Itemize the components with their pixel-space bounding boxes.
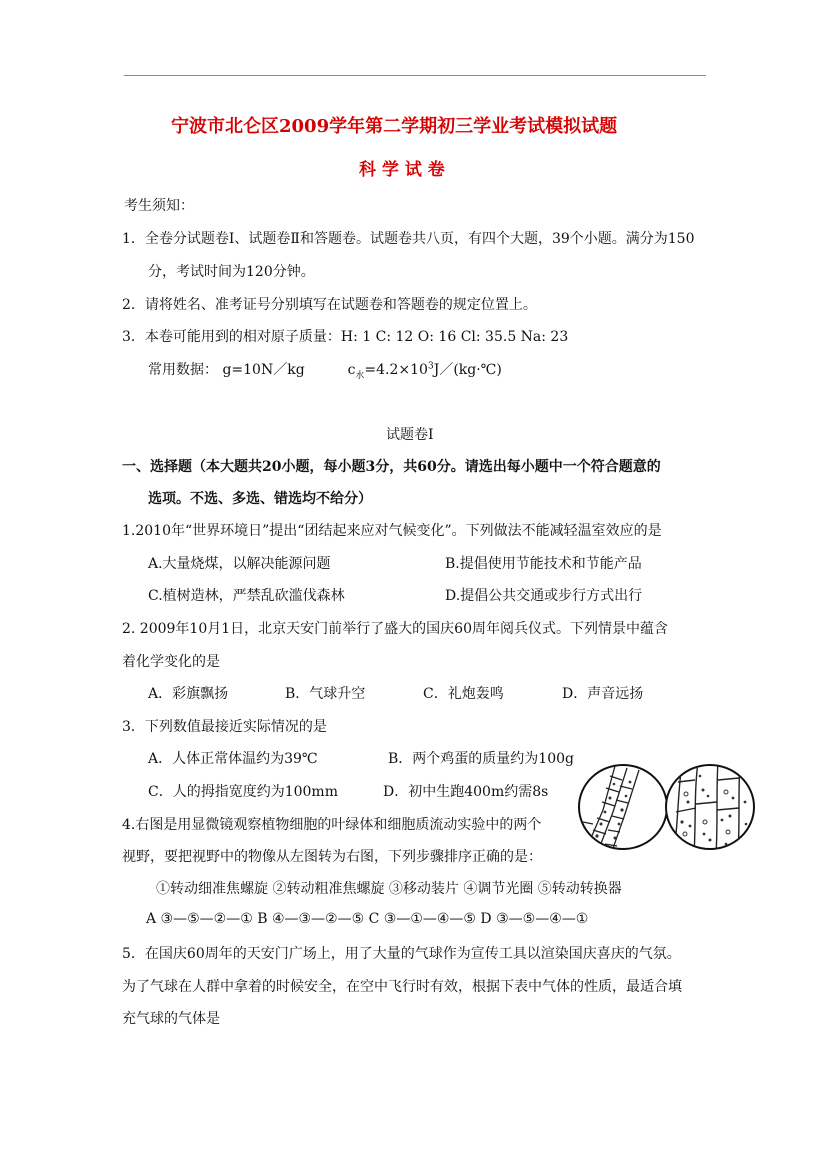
q1-option-c: C.植树造林，严禁乱砍滥伐森林 bbox=[148, 588, 345, 604]
notice-item-1-cont: 分，考试时间为120分钟。 bbox=[148, 264, 315, 280]
section-heading-cont: 选项。不选、多选、错选均不给分） bbox=[148, 491, 372, 507]
q1-option-d: D.提倡公共交通或步行方式出行 bbox=[445, 588, 643, 604]
section-heading: 一、选择题（本大题共20小题，每小题3分，共60分。请选出每小题中一个符合题意的 bbox=[122, 459, 661, 475]
c-symbol: c bbox=[347, 362, 356, 378]
q3-option-a: A．人体正常体温约为39℃ bbox=[148, 751, 318, 767]
q4-options: A ③—⑤—②—① B ④—③—②—⑤ C ③—①—④—⑤ D ③—⑤—④—① bbox=[146, 911, 589, 927]
header-rule bbox=[124, 75, 706, 76]
q5-stem-cont-1: 为了气球在人群中拿着的时候安全，在空中飞行时有效，根据下表中气体的性质，最适合填 bbox=[122, 979, 682, 995]
q2-stem: 2. 2009年10月1日，北京天安门前举行了盛大的国庆60周年阅兵仪式。下列情景中蕴含 bbox=[122, 621, 668, 637]
q3-stem: 3．下列数值最接近实际情况的是 bbox=[122, 719, 327, 735]
q4-stem: 4.右图是用显微镜观察植物细胞的叶绿体和细胞质流动实验中的两个 bbox=[122, 817, 542, 833]
exam-subtitle: 科 学 试 卷 bbox=[359, 160, 445, 180]
q1-option-a: A.大量烧煤，以解决能源问题 bbox=[148, 556, 331, 572]
microscope-view-right-icon bbox=[660, 762, 760, 852]
notice-item-1: 1．全卷分试题卷Ⅰ、试题卷Ⅱ和答题卷。试题卷共八页，有四个大题，39个小题。满分为150 bbox=[122, 231, 695, 247]
q3-option-c: C．人的拇指宽度约为100mm bbox=[148, 784, 338, 800]
paper-label: 试题卷Ⅰ bbox=[386, 427, 434, 443]
c-unit: J／(kg·℃) bbox=[433, 362, 502, 378]
q4-stem-cont: 视野，要把视野中的物像从左图转为右图，下列步骤排序正确的是： bbox=[122, 849, 542, 865]
q1-option-b: B.提倡使用节能技术和节能产品 bbox=[445, 556, 642, 572]
q2-stem-cont: 着化学变化的是 bbox=[122, 654, 220, 670]
c-value: =4.2×10 bbox=[364, 362, 428, 378]
q5-stem-cont-2: 充气球的气体是 bbox=[122, 1011, 220, 1027]
c-exponent: 3 bbox=[427, 361, 434, 372]
q2-option-c: C．礼炮轰鸣 bbox=[423, 686, 504, 702]
q4-steps: ①转动细准焦螺旋 ②转动粗准焦螺旋 ③移动装片 ④调节光圈 ⑤转动转换器 bbox=[156, 881, 622, 897]
q2-option-a: A．彩旗飘扬 bbox=[148, 686, 229, 702]
q3-option-b: B．两个鸡蛋的质量约为100g bbox=[388, 751, 574, 767]
q2-option-b: B．气球升空 bbox=[285, 686, 366, 702]
constants-label: 常用数据： g=10N／kg bbox=[148, 362, 305, 378]
notice-item-2: 2．请将姓名、准考证号分别填写在试题卷和答题卷的规定位置上。 bbox=[122, 297, 537, 313]
q3-option-d: D．初中生跑400m约需8s bbox=[383, 784, 549, 800]
exam-title: 宁波市北仑区2009学年第二学期初三学业考试模拟试题 bbox=[171, 116, 618, 137]
q5-stem: 5．在国庆60周年的天安门广场上，用了大量的气球作为宣传工具以渲染国庆喜庆的气氛。 bbox=[122, 946, 681, 962]
c-subscript: 水 bbox=[355, 370, 365, 381]
notice-item-3: 3．本卷可能用到的相对原子质量：H: 1 C: 12 O: 16 Cl: 35.5 Na: 23 bbox=[122, 329, 569, 345]
constants-line bbox=[148, 359, 502, 379]
q2-option-d: D．声音远扬 bbox=[562, 686, 644, 702]
q1-stem: 1.2010年“世界环境日”提出“团结起来应对气候变化”。下列做法不能减轻温室效应的是 bbox=[122, 523, 662, 539]
notice-heading: 考生须知： bbox=[124, 198, 194, 214]
